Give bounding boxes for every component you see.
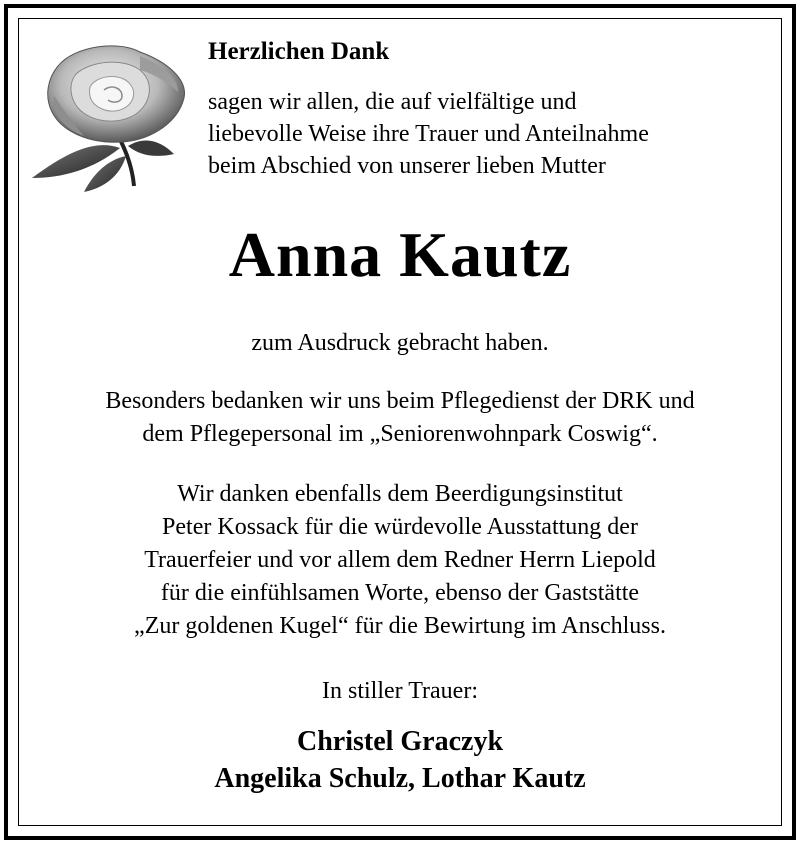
deceased-name: Anna Kautz	[228, 219, 572, 290]
rose-icon	[28, 36, 193, 196]
thanks-paragraph-line: für die einfühlsamen Worte, ebenso der Gaststätte	[160, 580, 640, 606]
heading: Herzlichen Dank	[208, 38, 390, 65]
thanks-paragraph-line: Trauerfeier und vor allem dem Redner Herrn Liepold	[144, 547, 656, 573]
thanks-paragraph-line: „Zur goldenen Kugel“ für die Bewirtung im Anschluss.	[134, 613, 666, 639]
thanks-paragraph-line: Peter Kossack für die würdevolle Ausstattung der	[162, 514, 638, 540]
thanks-paragraph-line: Wir danken ebenfalls dem Beerdigungsinstitut	[177, 481, 623, 507]
signatory: Angelika Schulz, Lothar Kautz	[214, 763, 586, 794]
signatory: Christel Graczyk	[296, 726, 504, 757]
closing-text: In stiller Trauer:	[322, 678, 478, 704]
after-name-text: zum Ausdruck gebracht haben.	[251, 330, 549, 356]
thanks-paragraph-line: dem Pflegepersonal im „Seniorenwohnpark Coswig“.	[142, 421, 658, 447]
thanks-paragraph-line: Besonders bedanken wir uns beim Pflegedienst der DRK und	[105, 388, 695, 414]
intro-line: liebevolle Weise ihre Trauer und Anteilnahme	[208, 121, 649, 147]
intro-line: beim Abschied von unserer lieben Mutter	[208, 153, 606, 179]
intro-line: sagen wir allen, die auf vielfältige und	[208, 89, 577, 115]
